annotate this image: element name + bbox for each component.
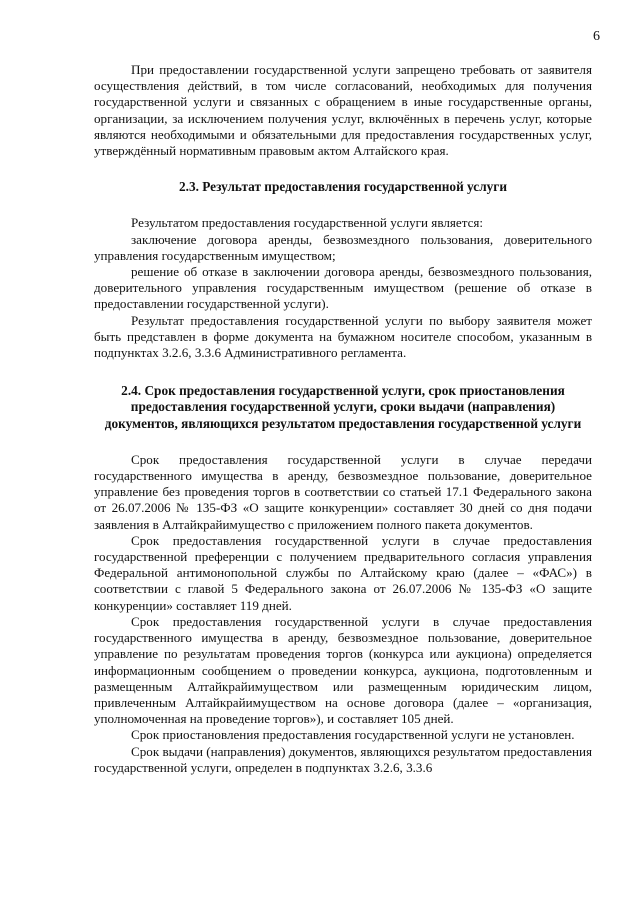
section-2-3-paragraph: решение об отказе в заключении договора аренды, безвозмездного пользования, доверительного управления государственным имуществом (решение об отказе в предоставлении государственной услуги).	[94, 264, 592, 312]
page-number: 6	[593, 29, 600, 44]
section-2-4-paragraph: Срок приостановления предоставления государственной услуги не установлен.	[131, 727, 575, 743]
section-2-3-paragraph: заключение договора аренды, безвозмездного пользования, доверительного управления государственным имуществом;	[94, 231, 592, 263]
section-2-4-paragraph: Срок предоставления государственной услуги в случае предоставления государственного имущества в аренду, безвозмездное пользование, доверительное управление по результатам проведения торгов (конкурса или аукциона) определяется информационным сообщением о проведении конкурса, аукциона, подготовленным и размещенным Алтайкрайимуществом или размещенным юридическим лицом, привлеченным Алтайкрайимуществом на основе договора (далее – «организация, уполномоченная на проведение торгов»), и составляет 105 дней.	[94, 613, 592, 727]
page-content	[94, 62, 592, 776]
section-2-4-paragraph: Срок выдачи (направления) документов, являющихся результатом предоставления государственной услуги, определен в подпунктах 3.2.6, 3.3.6	[94, 743, 592, 775]
intro-paragraph: При предоставлении государственной услуги запрещено требовать от заявителя осуществления действий, в том числе согласований, необходимых для получения государственной услуги и связанных с обращением в иные государственные органы, организации, за исключением получения услуг, включённых в перечень услуг, которые являются необходимыми и обязательными для предоставления государственных услуг, утверждённый нормативным правовым актом Алтайского края.	[94, 62, 592, 159]
section-2-3-paragraph: Результатом предоставления государственной услуги является:	[131, 215, 484, 231]
section-2-4-heading: 2.4. Срок предоставления государственной услуги, срок приостановления предоставления государственной услуги, сроки выдачи (направления) документов, являющихся результатом предоставления государственной услуги	[104, 383, 582, 431]
section-2-3-paragraph: Результат предоставления государственной услуги по выбору заявителя может быть представлен в форме документа на бумажном носителе способом, указанным в подпунктах 3.2.6, 3.3.6 Административного регламента.	[94, 312, 592, 361]
section-2-4-body	[94, 452, 592, 776]
section-2-3-heading: 2.3. Результат предоставления государственной услуги	[178, 179, 508, 195]
section-2-4-paragraph: Срок предоставления государственной услуги в случае предоставления государственной преференции с получением предварительного согласия управления Федеральной антимонопольной службы по Алтайскому краю (далее – «ФАС») в соответствии с главой 5 Федерального закона от 26.07.2006 № 135-ФЗ «О защите конкуренции» составляет 119 дней.	[94, 532, 592, 613]
section-2-3-body	[94, 215, 592, 361]
section-2-4-paragraph: Срок предоставления государственной услуги в случае передачи государственного имущества в аренду, безвозмездное пользование, доверительное управление без проведения торгов в соответствии со статьей 17.1 Федерального закона от 26.07.2006 № 135-ФЗ «О защите конкуренции» составляет 30 дней со дня подачи заявления в Алтайкрайимущество с приложением полного пакета документов.	[94, 451, 592, 532]
